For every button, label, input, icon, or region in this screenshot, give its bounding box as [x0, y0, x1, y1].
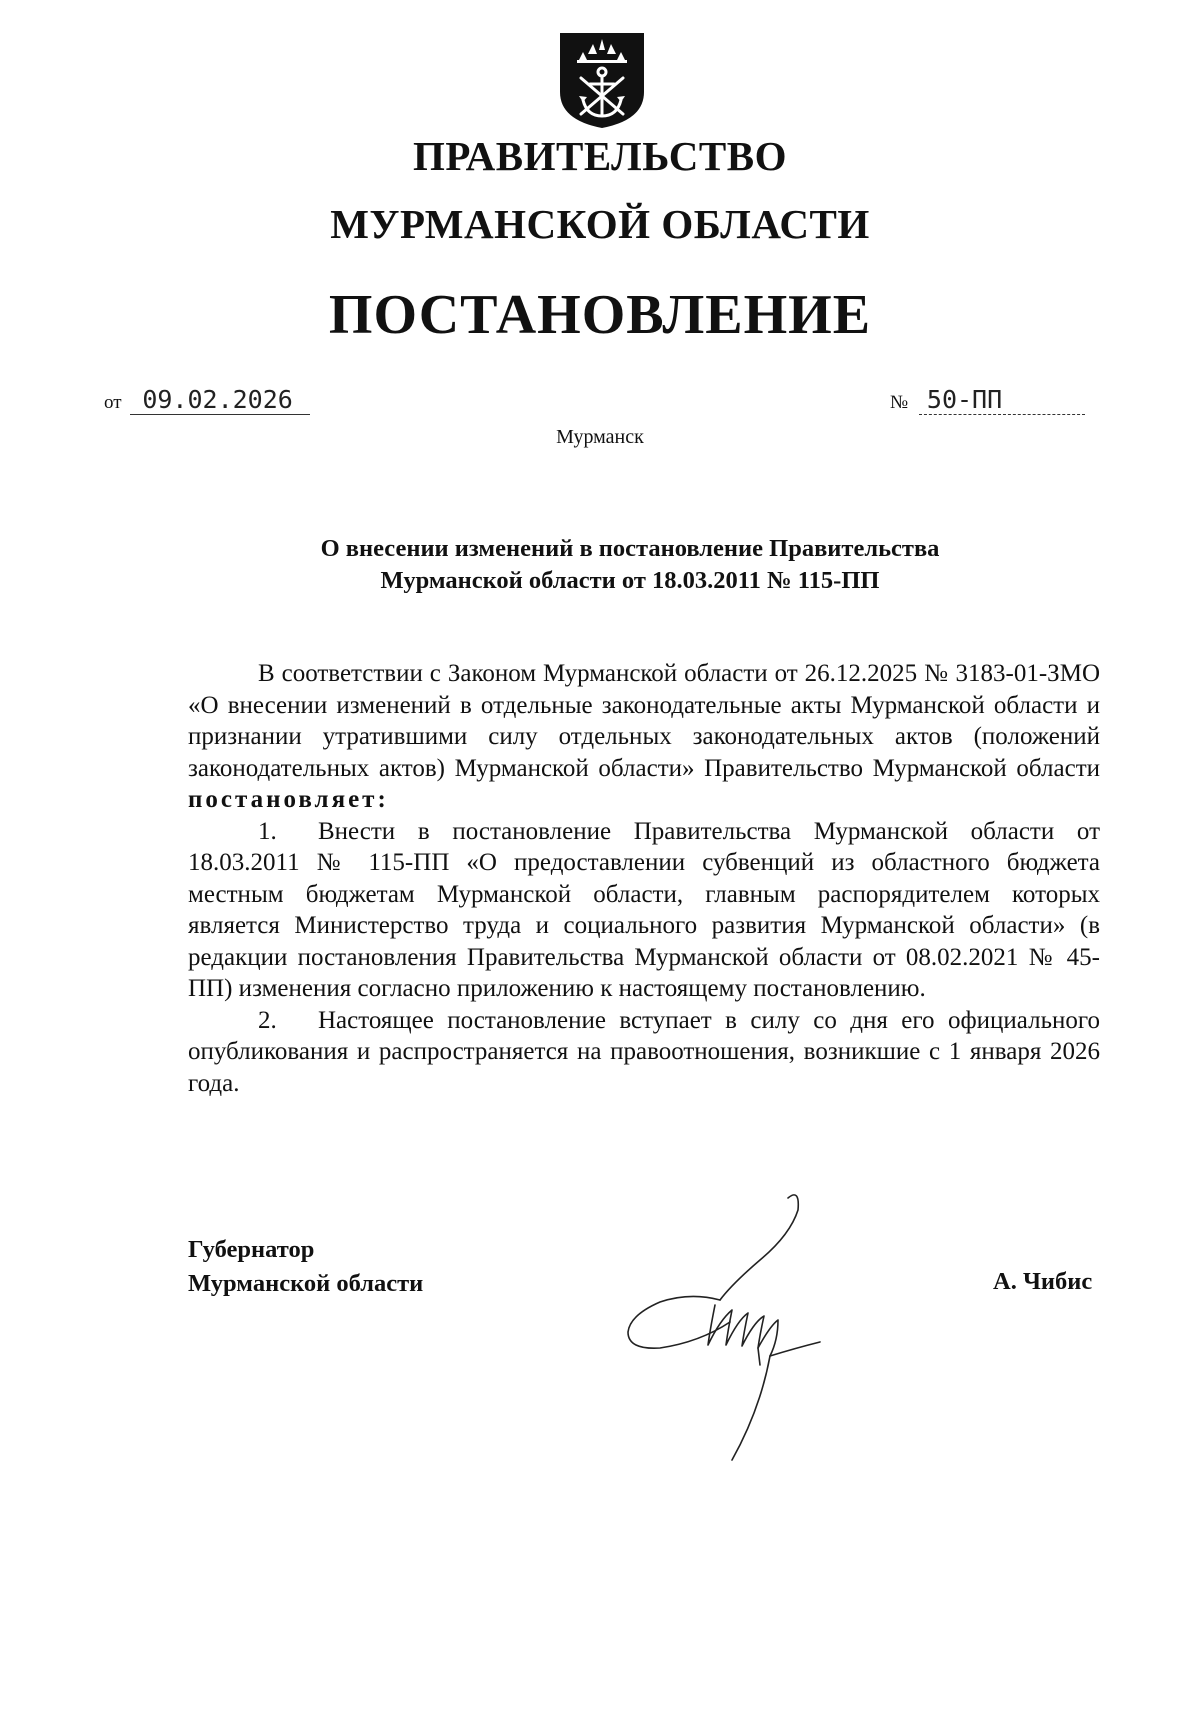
item-number: 2. [258, 1006, 277, 1034]
date-field [104, 386, 310, 415]
coat-of-arms-icon [557, 30, 647, 130]
list-item [188, 816, 1100, 1005]
date-prefix: от [104, 392, 122, 413]
resolves-word: постановляет: [188, 786, 389, 813]
document-date: 09.02.2026 [130, 386, 310, 415]
title-line1: О внесении изменений в постановление Правительства [320, 535, 940, 562]
number-field [890, 386, 1085, 415]
signer-position [188, 1233, 423, 1301]
signer-name: А. Чибис [993, 1268, 1093, 1295]
signer-position-line2: Мурманской области [188, 1270, 424, 1297]
document-body [188, 658, 1100, 1099]
number-prefix: № [890, 392, 909, 413]
document-title [190, 533, 1070, 597]
org-name-line1: ПРАВИТЕЛЬСТВО [412, 133, 788, 179]
document-type-heading: ПОСТАНОВЛЕНИЕ [328, 284, 872, 346]
item-text: Внести в постановление Правительства Мурманской области от 18.03.2011 № 115-ПП «О предоставлении субвенций из областного бюджета местным бюджетам Мурманской области, главным распорядителем которых является Министерство труда и социального развития Мурманской области» (в редакции постановления Правительства Мурманской области от 08.02.2021 № 45-ПП) изменения согласно приложению к настоящему постановлению. [188, 817, 1100, 1002]
item-text: Настоящее постановление вступает в силу со дня его официального опубликования и распространяется на правоотношения, возникшие с 1 января 2026 года. [188, 1006, 1100, 1097]
list-item [188, 1005, 1100, 1100]
city-name: Мурманск [556, 426, 644, 448]
handwritten-signature [620, 1180, 840, 1480]
title-line2: Мурманской области от 18.03.2011 № 115-ПП [380, 567, 880, 594]
org-name-line2: МУРМАНСКОЙ ОБЛАСТИ [330, 201, 870, 247]
signer-position-line1: Губернатор [188, 1236, 315, 1263]
item-number: 1. [258, 817, 277, 845]
preamble-paragraph [188, 658, 1100, 816]
document-number: 50-ПП [919, 386, 1085, 415]
preamble-text: В соответствии с Законом Мурманской области от 26.12.2025 № 3183-01-ЗМО «О внесении изменений в отдельные законодательные акты Мурманской области и признании утратившими силу отдельных законодательных актов (положений законодательных актов) Мурманской области» Правительство Мурманской области [188, 660, 1100, 782]
